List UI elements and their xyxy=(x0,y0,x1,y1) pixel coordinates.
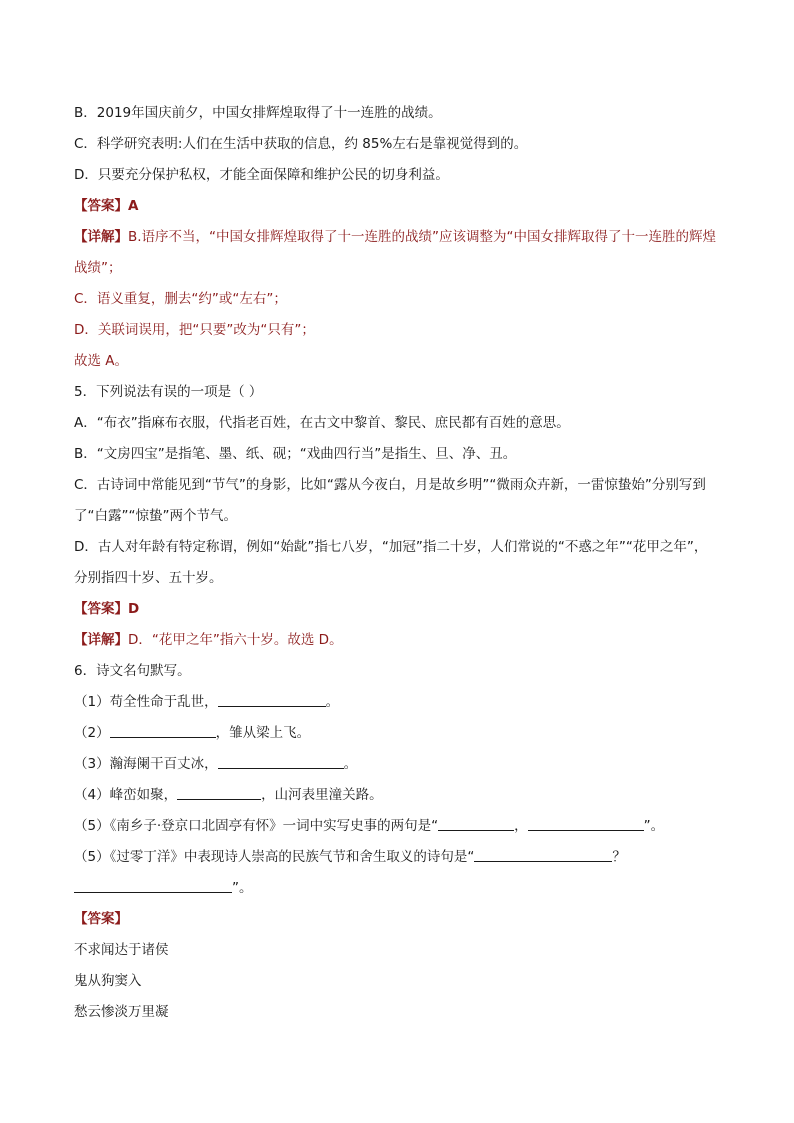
item-text: 。 xyxy=(325,694,340,710)
detail-text: B.语序不当，“中国女排辉煌取得了十一连胜的战绩”应该调整为“中国女排辉取得了十一连胜的辉煌战绩”； xyxy=(74,229,717,276)
q4-detail-b xyxy=(74,222,724,284)
q4-answer xyxy=(74,191,724,222)
item-text: ？ xyxy=(612,849,626,865)
q5-option-a: A．“布衣”指麻布衣服，代指老百姓，在古文中黎首、黎民、庶民都有百姓的意思。 xyxy=(74,415,570,431)
item-text: 。 xyxy=(343,756,358,772)
q6-item-4 xyxy=(74,780,724,811)
item-text: ，山河表里潼关路。 xyxy=(261,787,383,803)
answer-blank[interactable] xyxy=(218,754,344,769)
q4-option-c: C．科学研究表明:人们在生活中获取的信息，约 85%左右是靠视觉得到的。 xyxy=(74,136,528,152)
item-text: （3）瀚海阑干百丈冰， xyxy=(74,756,218,772)
q6-item-6-line1 xyxy=(74,842,724,873)
q5-option-c-line1: C．古诗词中常能见到“节气”的身影，比如“露从今夜白，月是故乡明”“微雨众卉新，一雷惊蛰始”分别写到 xyxy=(74,477,706,493)
q6-answer-3: 愁云惨淡万里凝 xyxy=(74,1004,169,1020)
item-text: （5）《南乡子·登京口北固亭有怀》一词中实写史事的两句是“ xyxy=(74,818,439,834)
item-text: ，雏从梁上飞。 xyxy=(215,725,311,741)
q6-stem: 6．诗文名句默写。 xyxy=(74,663,191,679)
document-page xyxy=(74,98,724,1028)
answer-value: A xyxy=(128,198,139,214)
answer-blank[interactable] xyxy=(528,816,644,831)
q5-option-d-line2: 分别指四十岁、五十岁。 xyxy=(74,570,223,586)
answer-label: 【答案】 xyxy=(74,601,128,617)
q6-item-2 xyxy=(74,718,724,749)
q5-option-b: B．“文房四宝”是指笔、墨、纸、砚；“戏曲四行当”是指生、旦、净、丑。 xyxy=(74,446,517,462)
detail-label: 【详解】 xyxy=(74,632,128,648)
answer-label: 【答案】 xyxy=(74,198,128,214)
q4-option-d: D．只要充分保护私权，才能全面保障和维护公民的切身利益。 xyxy=(74,167,449,183)
item-text: ”。 xyxy=(232,880,253,896)
item-text: ， xyxy=(514,818,528,834)
q6-item-5 xyxy=(74,811,724,842)
q6-item-1 xyxy=(74,687,724,718)
answer-blank[interactable] xyxy=(474,847,612,862)
q5-option-c-line2: 了“白露”“惊蛰”两个节气。 xyxy=(74,508,237,524)
detail-label: 【详解】 xyxy=(74,229,128,245)
q6-answer-2: 鬼从狗窦入 xyxy=(74,973,142,989)
answer-value: D xyxy=(128,601,140,617)
detail-text: D．“花甲之年”指六十岁。故选 D。 xyxy=(128,632,343,648)
q4-detail-d: D．关联词误用，把“只要”改为“只有”； xyxy=(74,322,315,338)
item-text: （4）峰峦如聚， xyxy=(74,787,178,803)
item-text: （1）苟全性命于乱世， xyxy=(74,694,218,710)
answer-blank[interactable] xyxy=(74,878,232,893)
item-text: （5）《过零丁洋》中表现诗人崇高的民族气节和舍生取义的诗句是“ xyxy=(74,849,475,865)
q6-item-6-line2 xyxy=(74,873,724,904)
q4-option-b: B．2019年国庆前夕，中国女排辉煌取得了十一连胜的战绩。 xyxy=(74,105,442,121)
answer-blank[interactable] xyxy=(218,692,326,707)
answer-blank[interactable] xyxy=(438,816,514,831)
q5-stem: 5．下列说法有误的一项是（ ） xyxy=(74,384,263,400)
q6-answer-1: 不求闻达于诸侯 xyxy=(74,942,169,958)
item-text: ”。 xyxy=(643,818,665,834)
q4-detail-c: C．语义重复，删去“约”或“左右”； xyxy=(74,291,287,307)
item-text: （2） xyxy=(74,725,110,741)
q5-option-d-line1: D．古人对年龄有特定称谓，例如“始龀”指七八岁，“加冠”指二十岁，人们常说的“不惑之年”“花甲之年”， xyxy=(74,539,708,555)
answer-blank[interactable] xyxy=(110,723,216,738)
answer-blank[interactable] xyxy=(177,785,261,800)
q6-answer-label: 【答案】 xyxy=(74,911,128,927)
q5-answer xyxy=(74,594,724,625)
q4-conclusion: 故选 A。 xyxy=(74,353,129,369)
q6-item-3 xyxy=(74,749,724,780)
q5-detail xyxy=(74,625,724,656)
